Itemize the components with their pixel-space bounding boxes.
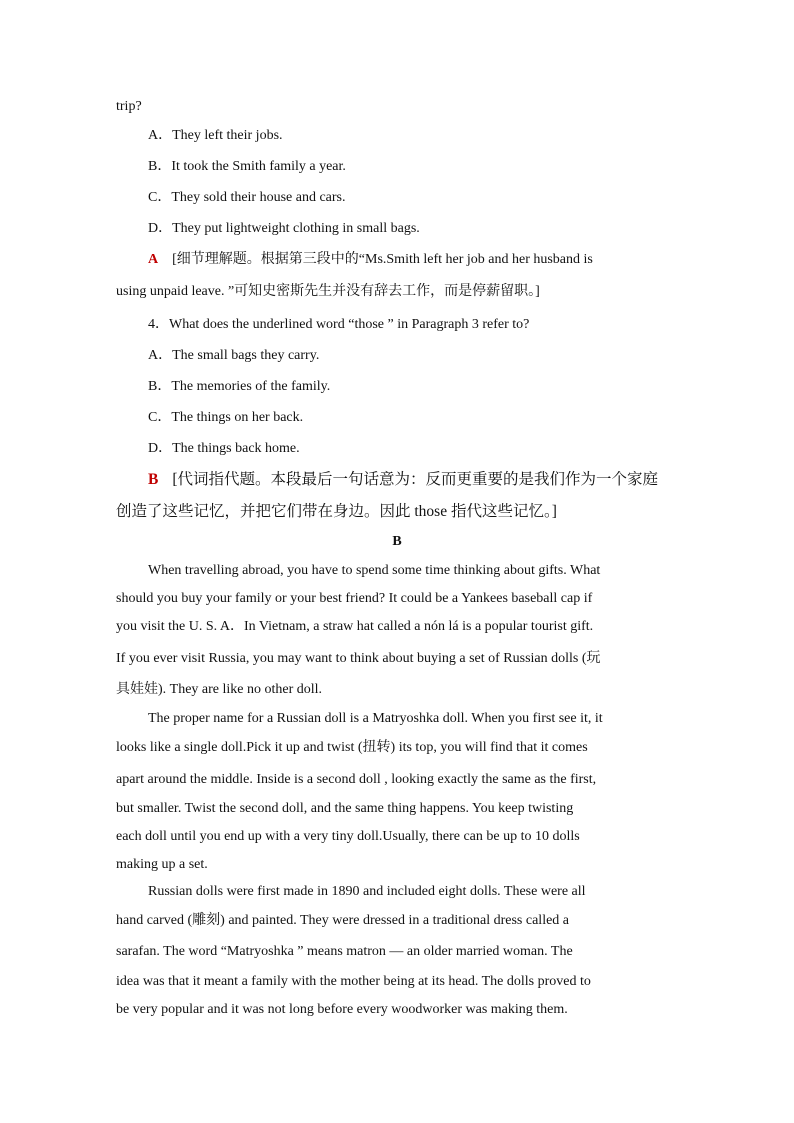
- passage-p3-line: sarafan. The word “Matryoshka ” means matron — an older married woman. The: [116, 944, 573, 959]
- q4-explanation-line1: [148, 472, 658, 488]
- passage-p2-line: but smaller. Twist the second doll, and the same thing happens. You keep twisting: [116, 801, 574, 816]
- q3-option-a: A．They left their jobs.: [148, 128, 283, 143]
- q4-option-a: A．The small bags they carry.: [148, 348, 320, 363]
- passage-p3-line: be very popular and it was not long before every woodworker was making them.: [116, 1002, 568, 1017]
- q4-option-b: B．The memories of the family.: [148, 379, 331, 394]
- q3-option-d: D．They put lightweight clothing in small bags.: [148, 221, 420, 236]
- passage-p1-line: should you buy your family or your best friend? It could be a Yankees baseball cap if: [116, 591, 593, 606]
- passage-p1-line: When travelling abroad, you have to spend some time thinking about gifts. What: [148, 563, 601, 578]
- q3-explanation-text: [细节理解题。根据第三段中的“Ms.Smith left her job and her husband is: [172, 252, 593, 267]
- passage-p2-line: making up a set.: [116, 857, 208, 872]
- q3-stem-tail: trip?: [116, 99, 142, 114]
- q3-answer-letter: A: [148, 252, 159, 267]
- q3-explanation-line1: [148, 253, 593, 267]
- passage-p1-line: If you ever visit Russia, you may want to think about buying a set of Russian dolls (玩: [116, 651, 601, 666]
- passage-p2-line: looks like a single doll.Pick it up and twist (扭转) its top, you will find that it comes: [116, 740, 588, 755]
- passage-p2-line: apart around the middle. Inside is a second doll , looking exactly the same as the first,: [116, 772, 597, 787]
- q4-explanation-line2: 创造了这些记忆，并把它们带在身边。因此 those 指代这些记忆。]: [116, 503, 557, 520]
- passage-p3-line: idea was that it meant a family with the mother being at its head. The dolls proved to: [116, 974, 591, 989]
- passage-p2-line: The proper name for a Russian doll is a Matryoshka doll. When you first see it, it: [148, 711, 603, 726]
- q3-option-b: B．It took the Smith family a year.: [148, 159, 346, 174]
- passage-p3-line: Russian dolls were first made in 1890 and included eight dolls. These were all: [148, 884, 586, 899]
- q4-answer-letter: B: [148, 471, 159, 488]
- q4-explanation-text: [代词指代题。本段最后一句话意为：反而更重要的是我们作为一个家庭: [172, 471, 659, 488]
- passage-p3-line: hand carved (雕刻) and painted. They were dressed in a traditional dress called a: [116, 913, 570, 928]
- q3-explanation-line2: using unpaid leave. ”可知史密斯先生并没有辞去工作，而是停薪留职。]: [116, 284, 540, 299]
- passage-p1-line: 具娃娃). They are like no other doll.: [116, 682, 323, 697]
- q4-option-d: D．The things back home.: [148, 441, 300, 456]
- q3-option-c: C．They sold their house and cars.: [148, 190, 346, 205]
- passage-p2-line: each doll until you end up with a very tiny doll.Usually, there can be up to 10 dolls: [116, 829, 580, 844]
- section-label: B: [392, 534, 402, 549]
- q4-option-c: C．The things on her back.: [148, 410, 304, 425]
- passage-p1-line: you visit the U. S. A．In Vietnam, a straw hat called a nón lá is a popular tourist gift.: [116, 619, 594, 634]
- q4-stem: 4．What does the underlined word “those ” in Paragraph 3 refer to?: [148, 317, 530, 332]
